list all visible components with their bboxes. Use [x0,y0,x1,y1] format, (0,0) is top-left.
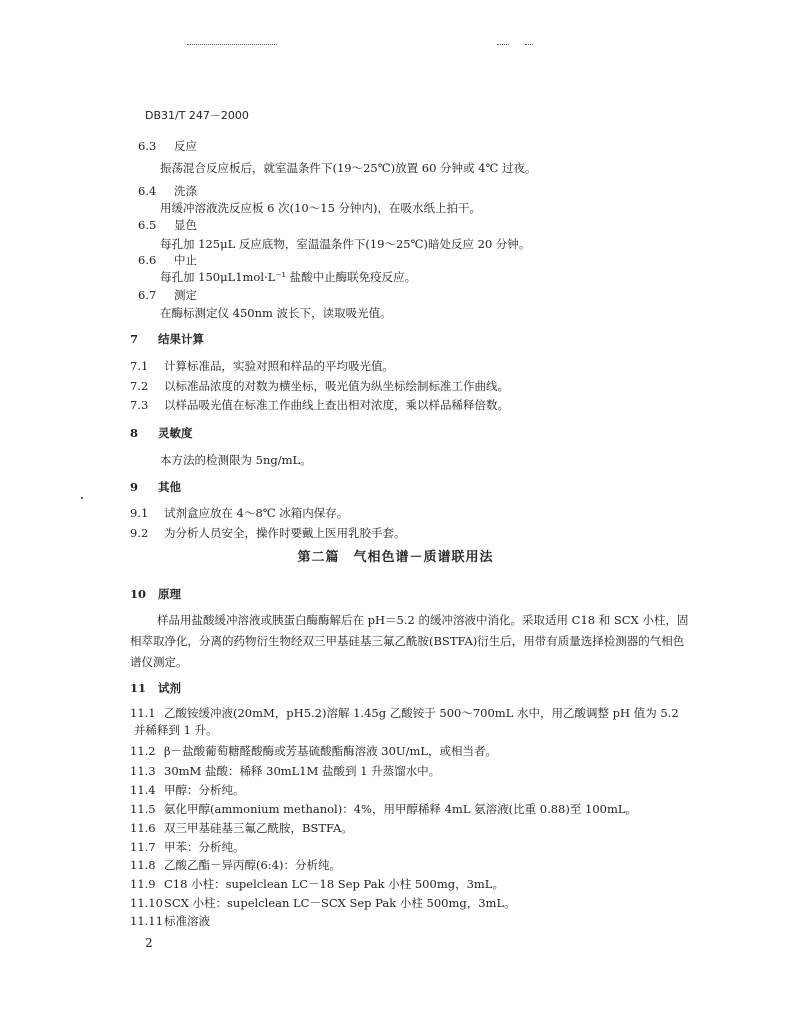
section-6-6-text: 每孔加 150μL1mol·L⁻¹ 盐酸中止酶联免疫反应。 [160,270,417,284]
section-10-text: 样品用盐酸缓冲溶液或胰蛋白酶酶解后在 pH＝5.2 的缓冲溶液中消化。采取适用 C18 和 SCX 小柱，固相萃取净化，分离的药物衍生物经双三甲基硅基三氟乙酰胺(BSTFA)衍生后，用带有质量选择检测器的气相色谱仪测定。 [130,613,689,669]
section-11-5: 11.5 氨化甲醇(ammonium methanol)：4%，用甲醇稀释 4mL 氨溶液(比重 0.88)至 100mL。 [130,802,638,816]
section-11-1: 11.1 乙酸铵缓冲液(20mM，pH5.2)溶解 1.45g 乙酸铵于 500～700mL 水中，用乙酸调整 pH 值为 5.2 [130,706,679,720]
section-6-4-heading: 6.4 洗涤 [138,184,197,198]
section-11-4: 11.4 甲醇：分析纯。 [130,783,245,797]
section-6-6-heading: 6.6 中止 [138,253,197,267]
section-7-heading: 7 结果计算 [130,332,204,346]
section-9-heading: 9 其他 [130,480,181,494]
section-6-5-heading: 6.5 显色 [138,218,197,232]
section-11-9: 11.9 C18 小柱：supelclean LC－18 Sep Pak 小柱 500mg，3mL。 [130,877,504,891]
section-11-10: 11.10SCX 小柱：supelclean LC－SCX Sep Pak 小柱 500mg，3mL。 [130,896,516,910]
section-7-1: 7.1 计算标准品，实验对照和样品的平均吸光值。 [130,359,394,373]
section-11-2: 11.2 β－盐酸葡萄糖醛酸酶或芳基硫酸酯酶溶液 30U/mL，或相当者。 [130,744,498,758]
section-11-11: 11.11标准溶液 [130,914,210,928]
section-6-7-text: 在酶标测定仪 450nm 波长下，读取吸光值。 [160,306,392,320]
page-number: 2 [145,936,153,950]
header-rule-mark-1 [497,44,509,45]
section-11-3: 11.3 30mM 盐酸：稀释 30mL1M 盐酸到 1 升蒸馏水中。 [130,764,441,778]
standard-code: DB31/T 247－2000 [145,109,249,122]
scan-speck [81,497,83,499]
header-rule-mark-2 [525,44,533,45]
section-11-1-continuation: 并稀释到 1 升。 [134,723,218,737]
section-9-2: 9.2 为分析人员安全，操作时要戴上医用乳胶手套。 [130,526,406,540]
section-6-3-text: 振荡混合反应板后，就室温条件下(19～25℃)放置 60 分钟或 4℃ 过夜。 [160,161,537,175]
section-7-3: 7.3 以样品吸光值在标准工作曲线上查出相对浓度，乘以样品稀释倍数。 [130,398,509,412]
section-6-7-heading: 6.7 测定 [138,288,197,302]
section-11-heading: 11 试剂 [130,681,181,695]
section-6-3-heading: 6.3 反应 [138,139,197,153]
section-10-heading: 10 原理 [130,587,181,601]
part-two-title: 第二篇 气相色谱－质谱联用法 [297,550,494,565]
header-rule-left [187,44,277,45]
section-9-1: 9.1 试剂盒应放在 4～8℃ 冰箱内保存。 [130,506,349,520]
section-7-2: 7.2 以标准品浓度的对数为横坐标，吸光值为纵坐标绘制标准工作曲线。 [130,379,509,393]
section-11-6: 11.6 双三甲基硅基三氟乙酰胺，BSTFA。 [130,821,353,835]
section-8-text: 本方法的检测限为 5ng/mL。 [160,453,312,467]
section-8-heading: 8 灵敏度 [130,426,193,440]
section-6-5-text: 每孔加 125μL 反应底物，室温温条件下(19～25℃)暗处反应 20 分钟。 [160,237,531,251]
section-11-8: 11.8 乙酸乙酯－异丙醇(6:4)：分析纯。 [130,858,341,872]
section-6-4-text: 用缓冲溶液洗反应板 6 次(10～15 分钟内)，在吸水纸上拍干。 [160,201,482,215]
section-11-7: 11.7 甲苯：分析纯。 [130,840,245,854]
